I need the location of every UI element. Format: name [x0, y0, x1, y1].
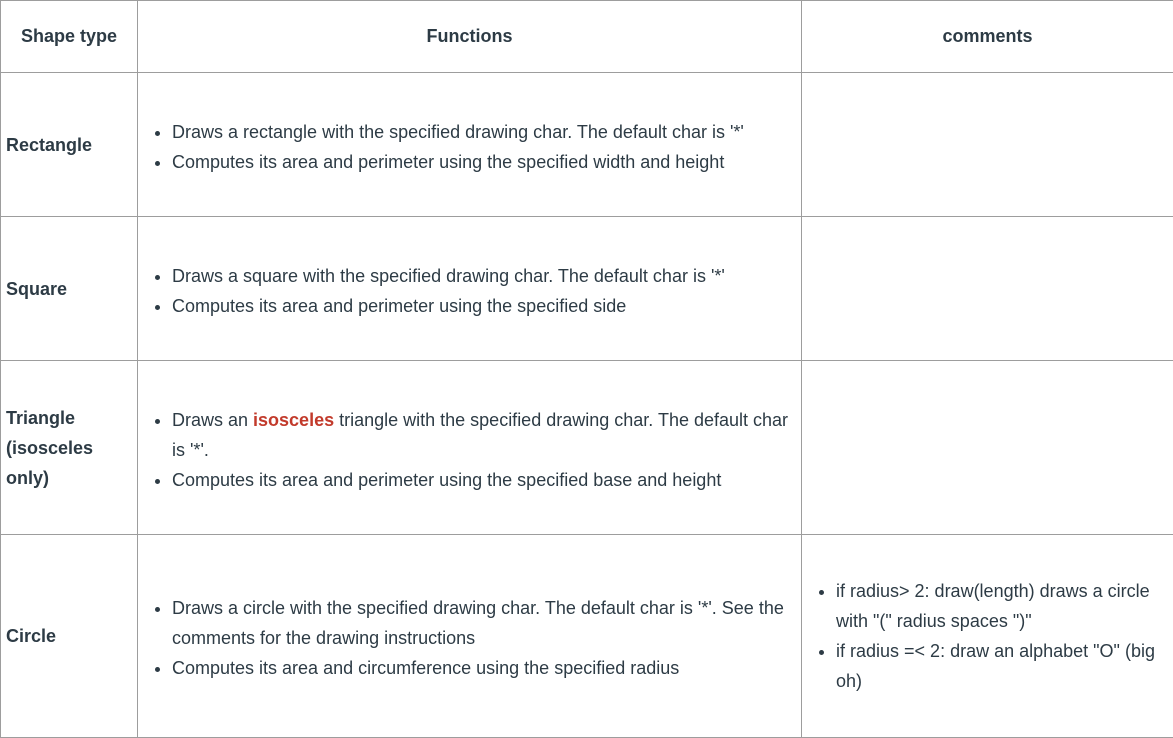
list-item: • Computes its area and perimeter using the specified side	[172, 291, 789, 321]
list-item: • Draws a circle with the specified drawing char. The default char is '*'. See the comments for the drawing instructions	[172, 593, 789, 653]
shape-name: Triangle (isosceles only)	[1, 361, 138, 535]
table-row	[1, 73, 1173, 217]
list-item: • Computes its area and perimeter using the specified base and height	[172, 465, 789, 495]
functions-list	[138, 261, 789, 321]
shape-name: Square	[1, 217, 138, 361]
comments-cell	[802, 217, 1173, 361]
functions-cell	[138, 217, 802, 361]
list-item: • Computes its area and perimeter using the specified width and height	[172, 147, 789, 177]
header-row	[1, 1, 1173, 73]
list-item: • if radius> 2: draw(length) draws a circle with "(" radius spaces ")"	[836, 576, 1159, 636]
table-row	[1, 535, 1173, 738]
table-row	[1, 217, 1173, 361]
comments-cell	[802, 361, 1173, 535]
header-functions: Functions	[138, 1, 802, 73]
functions-cell	[138, 361, 802, 535]
list-item: • Draws a rectangle with the specified drawing char. The default char is '*'	[172, 117, 789, 147]
item-text-before: Draws an	[172, 410, 253, 430]
functions-cell	[138, 535, 802, 738]
item-text-after: triangle with the specified drawing char. The default char is '*'.	[172, 410, 788, 460]
comments-cell	[802, 535, 1173, 738]
functions-cell	[138, 73, 802, 217]
shape-name: Rectangle	[1, 73, 138, 217]
functions-list	[138, 117, 789, 177]
shape-name: Circle	[1, 535, 138, 738]
header-shape-type: Shape type	[1, 1, 138, 73]
table-row	[1, 361, 1173, 535]
list-item: • Draws a square with the specified drawing char. The default char is '*'	[172, 261, 789, 291]
list-item: • Computes its area and circumference using the specified radius	[172, 653, 789, 683]
list-item: • if radius =< 2: draw an alphabet "O" (big oh)	[836, 636, 1159, 696]
functions-list	[138, 593, 789, 683]
functions-list	[138, 405, 789, 495]
header-comments: comments	[802, 1, 1173, 73]
highlight-isosceles: isosceles	[253, 410, 334, 430]
list-item	[172, 405, 789, 465]
comments-cell	[802, 73, 1173, 217]
comments-list	[802, 576, 1159, 696]
